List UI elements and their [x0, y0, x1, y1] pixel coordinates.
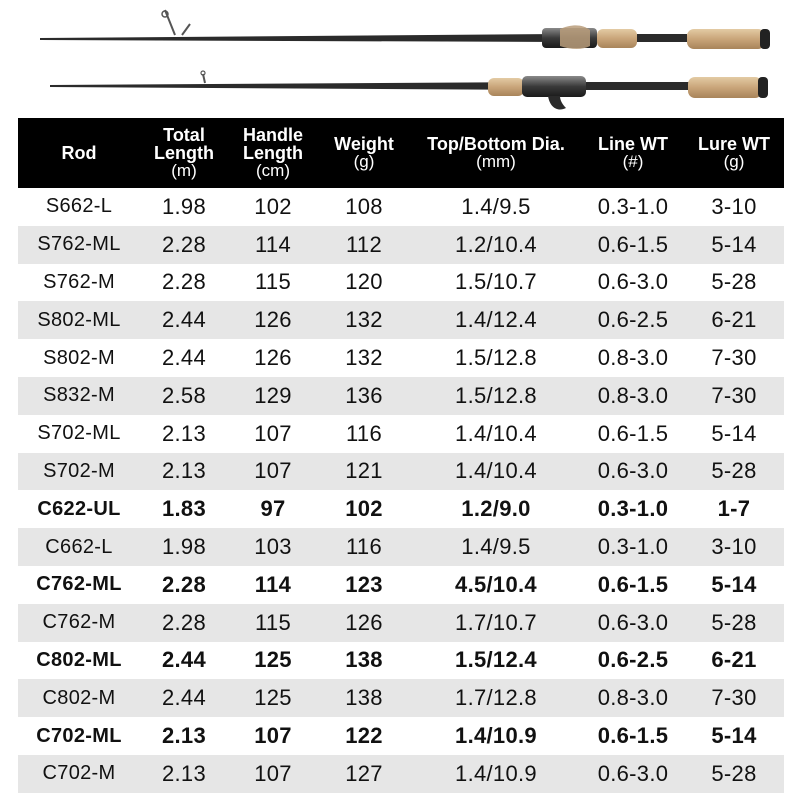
cell-line-wt: 0.6-3.0: [597, 269, 669, 295]
cell-dia: 1.2/10.4: [455, 231, 537, 257]
cell-dia: 1.5/12.8: [455, 382, 537, 408]
table-row: [18, 604, 784, 642]
cell-rod: C762-ML: [36, 573, 122, 596]
column-header-unit: (g): [723, 152, 745, 171]
table-row: [18, 642, 784, 680]
cell-rod: C622-UL: [37, 497, 121, 520]
column-header-label: Top/Bottom Dia.: [427, 134, 565, 154]
cell-total-length: 2.13: [161, 760, 207, 786]
cell-weight: 123: [345, 571, 383, 597]
table-row: [18, 528, 784, 566]
column-header-label: Length: [154, 143, 214, 163]
column-header-label: Weight: [334, 134, 394, 154]
cell-weight: 112: [346, 231, 382, 257]
cell-line-wt: 0.6-1.5: [597, 723, 669, 749]
cell-lure-wt: 7-30: [711, 382, 757, 408]
table-row: [18, 717, 784, 755]
cell-line-wt: 0.6-2.5: [597, 307, 669, 333]
cell-lure-wt: 1-7: [717, 496, 751, 522]
cell-total-length: 1.98: [161, 193, 207, 219]
column-header-handle-length: [228, 118, 318, 188]
cell-total-length: 2.28: [161, 609, 207, 635]
cell-total-length: 2.13: [161, 723, 207, 749]
cell-weight: 127: [345, 760, 383, 786]
cell-lure-wt: 5-14: [711, 723, 757, 749]
column-header-lure-wt: [684, 118, 784, 188]
cell-lure-wt: 5-28: [711, 609, 757, 635]
cell-handle-length: 126: [254, 307, 292, 333]
cell-line-wt: 0.8-3.0: [597, 382, 669, 408]
cell-weight: 136: [345, 382, 383, 408]
cell-lure-wt: 5-28: [711, 760, 757, 786]
cell-weight: 138: [345, 647, 383, 673]
cell-rod: C702-ML: [36, 724, 122, 747]
cell-line-wt: 0.6-3.0: [597, 609, 669, 635]
column-header-label: Line WT: [598, 134, 668, 154]
cell-weight: 120: [345, 269, 383, 295]
column-header-unit: (#): [622, 152, 644, 171]
cell-handle-length: 103: [254, 534, 292, 560]
cell-total-length: 2.13: [161, 458, 207, 484]
cell-rod: S762-M: [43, 270, 115, 293]
cell-rod: C762-M: [42, 611, 116, 634]
column-header-weight: [318, 118, 410, 188]
cell-total-length: 2.13: [161, 420, 207, 446]
cell-handle-length: 125: [254, 647, 292, 673]
cell-dia: 1.4/12.4: [455, 307, 537, 333]
cell-lure-wt: 6-21: [711, 647, 757, 673]
cell-rod: S662-L: [45, 195, 113, 218]
cell-handle-length: 129: [254, 382, 292, 408]
cell-line-wt: 0.6-3.0: [597, 458, 669, 484]
cell-rod: C802-M: [42, 686, 116, 709]
column-header-unit: (m): [171, 161, 197, 180]
cell-line-wt: 0.6-2.5: [597, 647, 669, 673]
cell-handle-length: 97: [260, 496, 286, 522]
table-row: [18, 415, 784, 453]
cell-rod: C662-L: [45, 535, 113, 558]
cell-total-length: 2.44: [161, 345, 207, 371]
cell-weight: 126: [345, 609, 383, 635]
cell-handle-length: 107: [254, 760, 292, 786]
cell-handle-length: 115: [255, 269, 291, 295]
table-row: [18, 301, 784, 339]
cell-total-length: 2.28: [161, 231, 207, 257]
cell-dia: 4.5/10.4: [455, 571, 537, 597]
cell-lure-wt: 5-14: [711, 420, 757, 446]
column-header-line-wt: [582, 118, 684, 188]
cell-line-wt: 0.6-1.5: [597, 420, 669, 446]
cell-dia: 1.4/10.9: [455, 760, 537, 786]
table-row: [18, 755, 784, 793]
cell-weight: 132: [345, 345, 383, 371]
column-header-label: Rod: [61, 143, 97, 163]
cell-lure-wt: 6-21: [711, 307, 757, 333]
column-header-label: Lure WT: [698, 134, 770, 154]
cell-line-wt: 0.3-1.0: [597, 193, 669, 219]
cell-line-wt: 0.3-1.0: [597, 534, 669, 560]
cell-dia: 1.2/9.0: [461, 496, 531, 522]
cell-total-length: 2.28: [161, 571, 207, 597]
cell-line-wt: 0.8-3.0: [597, 345, 669, 371]
column-header-label: Length: [243, 143, 303, 163]
column-header-unit: (cm): [256, 161, 290, 180]
table-row: [18, 453, 784, 491]
cell-weight: 138: [345, 685, 383, 711]
cell-rod: S702-ML: [37, 422, 121, 445]
cell-line-wt: 0.3-1.0: [597, 496, 669, 522]
cell-rod: C702-M: [42, 762, 116, 785]
cell-handle-length: 126: [254, 345, 292, 371]
cell-dia: 1.4/9.5: [461, 193, 531, 219]
column-header-dia: [410, 118, 582, 188]
cell-weight: 121: [345, 458, 383, 484]
cell-total-length: 1.98: [161, 534, 207, 560]
cell-weight: 116: [346, 534, 382, 560]
table-row: [18, 490, 784, 528]
cell-dia: 1.4/9.5: [461, 534, 531, 560]
cell-dia: 1.5/12.8: [455, 345, 537, 371]
cell-dia: 1.7/12.8: [455, 685, 537, 711]
table-row: [18, 188, 784, 226]
table-row: [18, 377, 784, 415]
cell-weight: 108: [345, 193, 383, 219]
table-row: [18, 339, 784, 377]
cell-rod: S762-ML: [37, 233, 121, 256]
column-header-total-length: [140, 118, 228, 188]
cell-dia: 1.5/12.4: [455, 647, 537, 673]
cell-rod: S802-ML: [37, 308, 121, 331]
table-row: [18, 566, 784, 604]
column-header-label: Handle: [242, 125, 303, 145]
cell-line-wt: 0.6-1.5: [597, 571, 669, 597]
column-header-rod: [18, 118, 140, 188]
cell-rod: S802-M: [43, 346, 115, 369]
cell-rod: S832-M: [43, 384, 115, 407]
cell-lure-wt: 5-14: [711, 231, 757, 257]
cell-lure-wt: 3-10: [711, 534, 757, 560]
column-header-unit: (g): [353, 152, 375, 171]
spinning-rod-icon: [40, 10, 770, 49]
cell-handle-length: 107: [254, 723, 292, 749]
column-header-unit: (mm): [476, 152, 516, 171]
cell-dia: 1.5/10.7: [455, 269, 537, 295]
column-header-label: Total: [163, 125, 205, 145]
casting-rod-icon: [50, 71, 768, 110]
rod-spec-table: [18, 118, 784, 793]
cell-weight: 132: [345, 307, 383, 333]
cell-rod: S702-M: [43, 459, 115, 482]
cell-lure-wt: 5-14: [711, 571, 757, 597]
cell-lure-wt: 3-10: [711, 193, 757, 219]
table-header-row: [18, 118, 784, 188]
cell-total-length: 2.44: [161, 647, 207, 673]
cell-dia: 1.7/10.7: [455, 609, 537, 635]
cell-handle-length: 114: [255, 231, 291, 257]
cell-total-length: 2.44: [161, 307, 207, 333]
cell-weight: 122: [345, 723, 383, 749]
table-row: [18, 226, 784, 264]
cell-handle-length: 102: [254, 193, 292, 219]
table-row: [18, 264, 784, 302]
table-row: [18, 679, 784, 717]
cell-lure-wt: 5-28: [711, 458, 757, 484]
cell-rod: C802-ML: [36, 648, 122, 671]
cell-dia: 1.4/10.9: [455, 723, 537, 749]
cell-weight: 102: [345, 496, 383, 522]
cell-total-length: 2.44: [161, 685, 207, 711]
cell-dia: 1.4/10.4: [455, 458, 537, 484]
cell-total-length: 2.58: [161, 382, 207, 408]
cell-lure-wt: 7-30: [711, 345, 757, 371]
cell-line-wt: 0.8-3.0: [597, 685, 669, 711]
cell-dia: 1.4/10.4: [455, 420, 537, 446]
table-body: [18, 188, 784, 793]
rod-product-image: [0, 0, 800, 118]
cell-handle-length: 114: [254, 571, 292, 597]
cell-handle-length: 107: [254, 420, 292, 446]
cell-line-wt: 0.6-1.5: [597, 231, 669, 257]
cell-lure-wt: 5-28: [711, 269, 757, 295]
cell-total-length: 2.28: [161, 269, 207, 295]
cell-weight: 116: [346, 420, 382, 446]
cell-handle-length: 115: [255, 609, 291, 635]
cell-line-wt: 0.6-3.0: [597, 760, 669, 786]
cell-total-length: 1.83: [161, 496, 207, 522]
cell-handle-length: 125: [254, 685, 292, 711]
cell-lure-wt: 7-30: [711, 685, 757, 711]
cell-handle-length: 107: [254, 458, 292, 484]
